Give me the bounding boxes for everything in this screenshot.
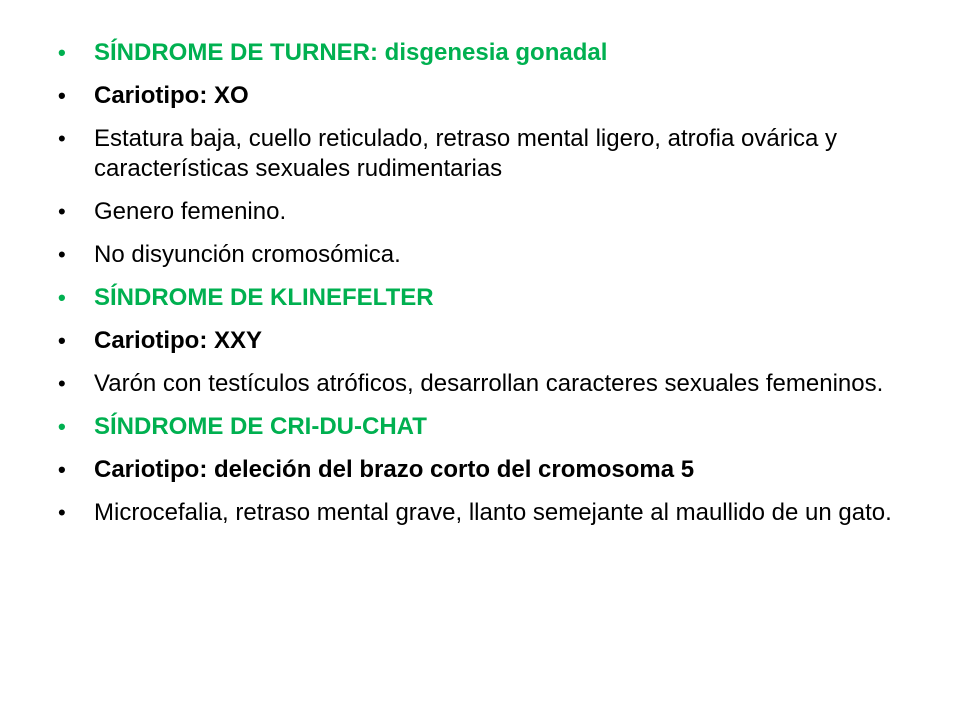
bullet-dot-icon: • (58, 242, 66, 267)
bullet-text: SÍNDROME DE TURNER: disgenesia gonadal (94, 39, 608, 66)
bullet-dot-icon: • (58, 457, 66, 482)
bullet-dot-icon: • (58, 500, 66, 525)
bullet-text: SÍNDROME DE KLINEFELTER (94, 284, 434, 311)
bullet-criduchat-karyotype (58, 455, 918, 485)
bullet-turner-features (58, 124, 918, 184)
bullet-dot-icon: • (58, 83, 66, 108)
bullet-list (58, 38, 918, 541)
bullet-dot-icon: • (58, 328, 66, 353)
bullet-turner-cause (58, 240, 918, 270)
bullet-text: Cariotipo: XO (94, 82, 249, 109)
bullet-dot-icon: • (58, 40, 66, 65)
bullet-turner-heading (58, 38, 918, 68)
bullet-text: Microcefalia, retraso mental grave, llanto semejante al maullido de un gato. (94, 499, 892, 526)
bullet-klinefelter-heading (58, 283, 918, 313)
bullet-text: SÍNDROME DE CRI-DU-CHAT (94, 413, 427, 440)
bullet-text: Genero femenino. (94, 198, 287, 225)
bullet-dot-icon: • (58, 126, 66, 151)
bullet-turner-gender (58, 197, 918, 227)
bullet-turner-karyotype (58, 81, 918, 111)
bullet-dot-icon: • (58, 199, 66, 224)
bullet-text: Estatura baja, cuello reticulado, retraso mental ligero, atrofia ovárica y características sexuales rudimentarias (94, 125, 838, 182)
bullet-text: Varón con testículos atróficos, desarrollan caracteres sexuales femeninos. (94, 370, 884, 397)
bullet-dot-icon: • (58, 371, 66, 396)
bullet-klinefelter-features (58, 369, 918, 399)
bullet-klinefelter-karyotype (58, 326, 918, 356)
bullet-text: Cariotipo: XXY (94, 327, 263, 354)
bullet-dot-icon: • (58, 285, 66, 310)
bullet-criduchat-heading (58, 412, 918, 442)
bullet-text: Cariotipo: deleción del brazo corto del cromosoma 5 (94, 456, 695, 483)
bullet-dot-icon: • (58, 414, 66, 439)
bullet-text: No disyunción cromosómica. (94, 241, 401, 268)
bullet-criduchat-features (58, 498, 918, 528)
